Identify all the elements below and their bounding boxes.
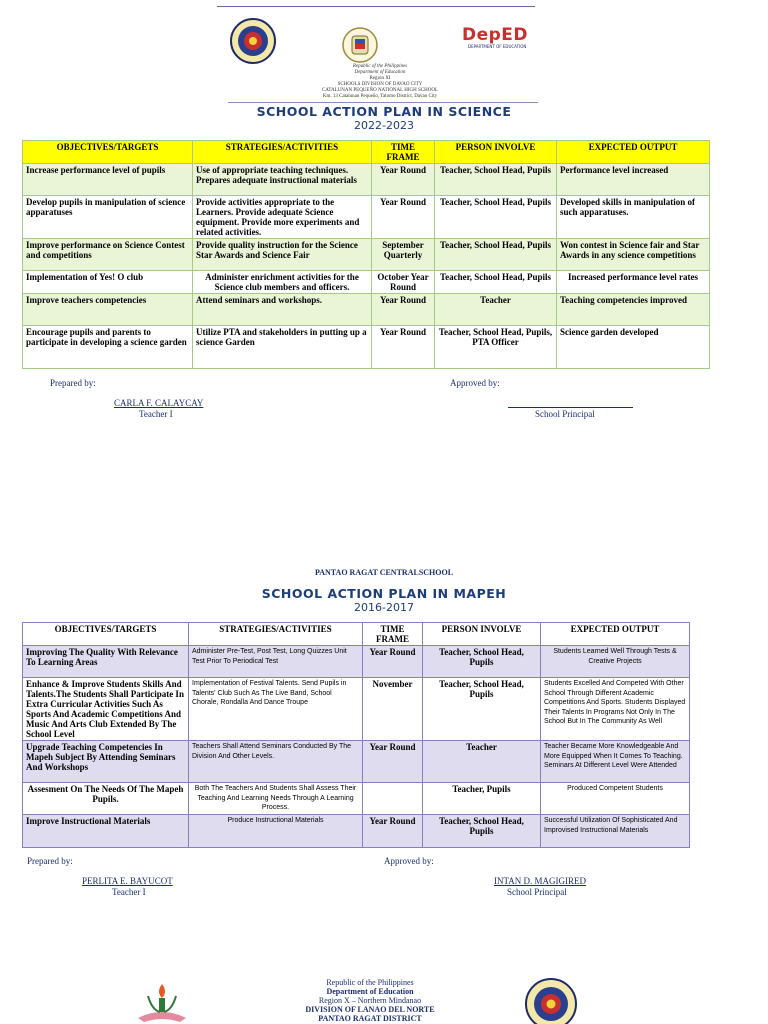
- table-row: [23, 271, 710, 294]
- approved-by-role: School Principal: [535, 409, 595, 419]
- prepared-by-name: CARLA F. CALAYCAY: [114, 398, 204, 408]
- table-cell: Assesment On The Needs Of The Mapeh Pupils.: [23, 783, 189, 815]
- column-header: PERSON INVOLVE: [435, 141, 557, 164]
- science-action-plan-table: [22, 140, 710, 369]
- table-row: [23, 196, 710, 239]
- table-cell: Science garden developed: [557, 326, 710, 369]
- deped-brand-text: DepED: [462, 25, 529, 45]
- column-header: STRATEGIES/ACTIVITIES: [193, 141, 372, 164]
- table-cell: Teachers Shall Attend Seminars Conducted By The Division And Other Levels.: [189, 741, 363, 783]
- table-cell: November: [363, 678, 423, 741]
- approved-signature-line: [508, 407, 633, 408]
- table-cell: Use of appropriate teaching techniques. Prepares adequate instructional materials: [193, 164, 372, 196]
- footer-line-5: PANTAO RAGAT DISTRICT: [318, 1014, 422, 1023]
- footer-line-1: Republic of the Philippines: [326, 978, 414, 987]
- table-cell: Teacher Became More Knowledgeable And More Equipped When It Comes To Teaching. Seminars At Different Level Were Attended: [541, 741, 690, 783]
- column-header: OBJECTIVES/TARGETS: [23, 141, 193, 164]
- header-line-6: Km. 13 Catalunan Pequeño, Talomo District, Davao City: [322, 94, 438, 99]
- table-cell: Year Round: [372, 164, 435, 196]
- approved-by-role: School Principal: [507, 887, 567, 897]
- table-cell: Improve performance on Science Contest and competitions: [23, 239, 193, 271]
- table-cell: Produced Competent Students: [541, 783, 690, 815]
- table-cell: Year Round: [363, 646, 423, 678]
- table-cell: Year Round: [372, 294, 435, 326]
- prepared-by-role: Teacher I: [112, 887, 146, 897]
- table-cell: Teacher, Pupils: [423, 783, 541, 815]
- table-row: [23, 783, 690, 815]
- table-cell: Improve teachers competencies: [23, 294, 193, 326]
- column-header: PERSON INVOLVE: [423, 623, 541, 646]
- header-rule: [217, 6, 535, 7]
- prepared-by-name: PERLITA E. BAYUCOT: [82, 876, 173, 886]
- table-row: [23, 326, 710, 369]
- column-header: STRATEGIES/ACTIVITIES: [189, 623, 363, 646]
- prepared-by-label: Prepared by:: [50, 378, 96, 388]
- header-line-5: CATALUNAN PEQUEÑO NATIONAL HIGH SCHOOL: [321, 88, 439, 93]
- mapeh-action-plan-table: [22, 622, 690, 848]
- table-cell: Teacher, School Head, Pupils: [423, 815, 541, 848]
- table-cell: Attend seminars and workshops.: [193, 294, 372, 326]
- table-cell: Enhance & Improve Students Skills And Talents.The Students Shall Participate In Extra Curricular Activities Such As Sports And Academic Competitions And Music And Arts Club Extended By The School Level: [23, 678, 189, 741]
- table-cell: Provide quality instruction for the Science Star Awards and Science Fair: [193, 239, 372, 271]
- table-cell: Both The Teachers And Students Shall Assess Their Teaching And Learning Needs Through A Learning Process.: [189, 783, 363, 815]
- column-header: OBJECTIVES/TARGETS: [23, 623, 189, 646]
- school-logo-icon: [130, 976, 194, 1024]
- column-header: EXPECTED OUTPUT: [557, 141, 710, 164]
- school-year-mapeh: 2016-2017: [354, 601, 414, 614]
- table-cell: Won contest in Science fair and Star Awards in any science competitions: [557, 239, 710, 271]
- table-cell: Teacher, School Head, Pupils: [423, 678, 541, 741]
- table-row: [23, 646, 690, 678]
- header-line-1: Republic of the Philippines: [352, 64, 408, 69]
- table-cell: Provide activities appropriate to the Learners. Provide adequate Science equipment. Provide more experiments and related activities.: [193, 196, 372, 239]
- table-cell: Students Learned Well Through Tests & Creative Projects: [541, 646, 690, 678]
- approved-by-label: Approved by:: [384, 856, 434, 866]
- table-cell: Administer enrichment activities for the Science club members and officers.: [193, 271, 372, 294]
- school-name: PANTAO RAGAT CENTRALSCHOOL: [314, 568, 454, 577]
- table-cell: Produce Instructional Materials: [189, 815, 363, 848]
- page-title-mapeh: SCHOOL ACTION PLAN IN MAPEH: [261, 586, 507, 601]
- table-cell: Teacher, School Head, Pupils: [435, 271, 557, 294]
- table-cell: Developed skills in manipulation of such apparatuses.: [557, 196, 710, 239]
- table-header-row: [23, 623, 690, 646]
- deped-brand: [462, 25, 528, 45]
- table-cell: Year Round: [363, 815, 423, 848]
- prepared-by-label: Prepared by:: [27, 856, 73, 866]
- table-row: [23, 294, 710, 326]
- header-divider: [228, 102, 538, 103]
- approved-by-label: Approved by:: [450, 378, 500, 388]
- table-cell: Teacher, School Head, Pupils: [435, 196, 557, 239]
- column-header: TIME FRAME: [372, 141, 435, 164]
- table-cell: [363, 783, 423, 815]
- deped-brand-sub: DEPARTMENT OF EDUCATION: [468, 44, 527, 49]
- header-line-3: Region XI: [369, 76, 391, 81]
- philippine-seal-icon: [342, 27, 378, 63]
- table-cell: Teacher, School Head, Pupils: [435, 239, 557, 271]
- table-row: [23, 815, 690, 848]
- table-cell: Students Excelled And Competed With Other School Through Different Academic Competitions And Sports. Students Displayed Their Talents In Programs Not Only In The School But In The Community As Well: [541, 678, 690, 741]
- table-cell: Teacher, School Head, Pupils, PTA Officer: [435, 326, 557, 369]
- footer-line-4: DIVISION OF LANAO DEL NORTE: [305, 1005, 435, 1014]
- table-cell: Increase performance level of pupils: [23, 164, 193, 196]
- table-cell: Implementation of Yes! O club: [23, 271, 193, 294]
- table-cell: Improving The Quality With Relevance To Learning Areas: [23, 646, 189, 678]
- table-cell: Teacher, School Head, Pupils: [435, 164, 557, 196]
- table-cell: September Quarterly: [372, 239, 435, 271]
- table-cell: Year Round: [372, 196, 435, 239]
- table-cell: Encourage pupils and parents to participate in developing a science garden: [23, 326, 193, 369]
- table-row: [23, 741, 690, 783]
- table-cell: Teacher: [423, 741, 541, 783]
- column-header: EXPECTED OUTPUT: [541, 623, 690, 646]
- footer-line-2: Department of Education: [326, 987, 414, 996]
- table-header-row: [23, 141, 710, 164]
- table-cell: Year Round: [372, 326, 435, 369]
- header-line-4: SCHOOLS DIVISION OF DAVAO CITY: [337, 82, 423, 87]
- table-cell: October Year Round: [372, 271, 435, 294]
- table-cell: Performance level increased: [557, 164, 710, 196]
- table-cell: Increased performance level rates: [557, 271, 710, 294]
- table-cell: Implementation of Festival Talents. Send Pupils in Talents' Club Such As The Live Band, School Chorale, Rondalla And Dance Troupe: [189, 678, 363, 741]
- footer-line-3: Region X – Northern Mindanao: [318, 996, 422, 1005]
- table-cell: Upgrade Teaching Competencies In Mapeh Subject By Attending Seminars And Workshops: [23, 741, 189, 783]
- table-cell: Utilize PTA and stakeholders in putting up a science Garden: [193, 326, 372, 369]
- table-cell: Teaching competencies improved: [557, 294, 710, 326]
- table-cell: Develop pupils in manipulation of science apparatuses: [23, 196, 193, 239]
- deped-seal-icon: [522, 976, 580, 1024]
- column-header: TIME FRAME: [363, 623, 423, 646]
- table-cell: Successful Utilization Of Sophisticated And Improvised Instructional Materials: [541, 815, 690, 848]
- table-cell: Teacher, School Head, Pupils: [423, 646, 541, 678]
- prepared-by-role: Teacher I: [139, 409, 173, 419]
- table-row: [23, 239, 710, 271]
- header-line-2: Department of Education: [354, 70, 406, 75]
- table-row: [23, 164, 710, 196]
- table-cell: Improve Instructional Materials: [23, 815, 189, 848]
- table-row: [23, 678, 690, 741]
- school-year-science: 2022-2023: [354, 119, 414, 132]
- table-cell: Teacher: [435, 294, 557, 326]
- deped-seal-icon: [230, 18, 276, 64]
- page-title-science: SCHOOL ACTION PLAN IN SCIENCE: [256, 104, 512, 119]
- approved-by-name: INTAN D. MAGIGIRED: [494, 876, 587, 886]
- table-cell: Administer Pre-Test, Post Test, Long Quizzes Unit Test Prior To Periodical Test: [189, 646, 363, 678]
- table-cell: Year Round: [363, 741, 423, 783]
